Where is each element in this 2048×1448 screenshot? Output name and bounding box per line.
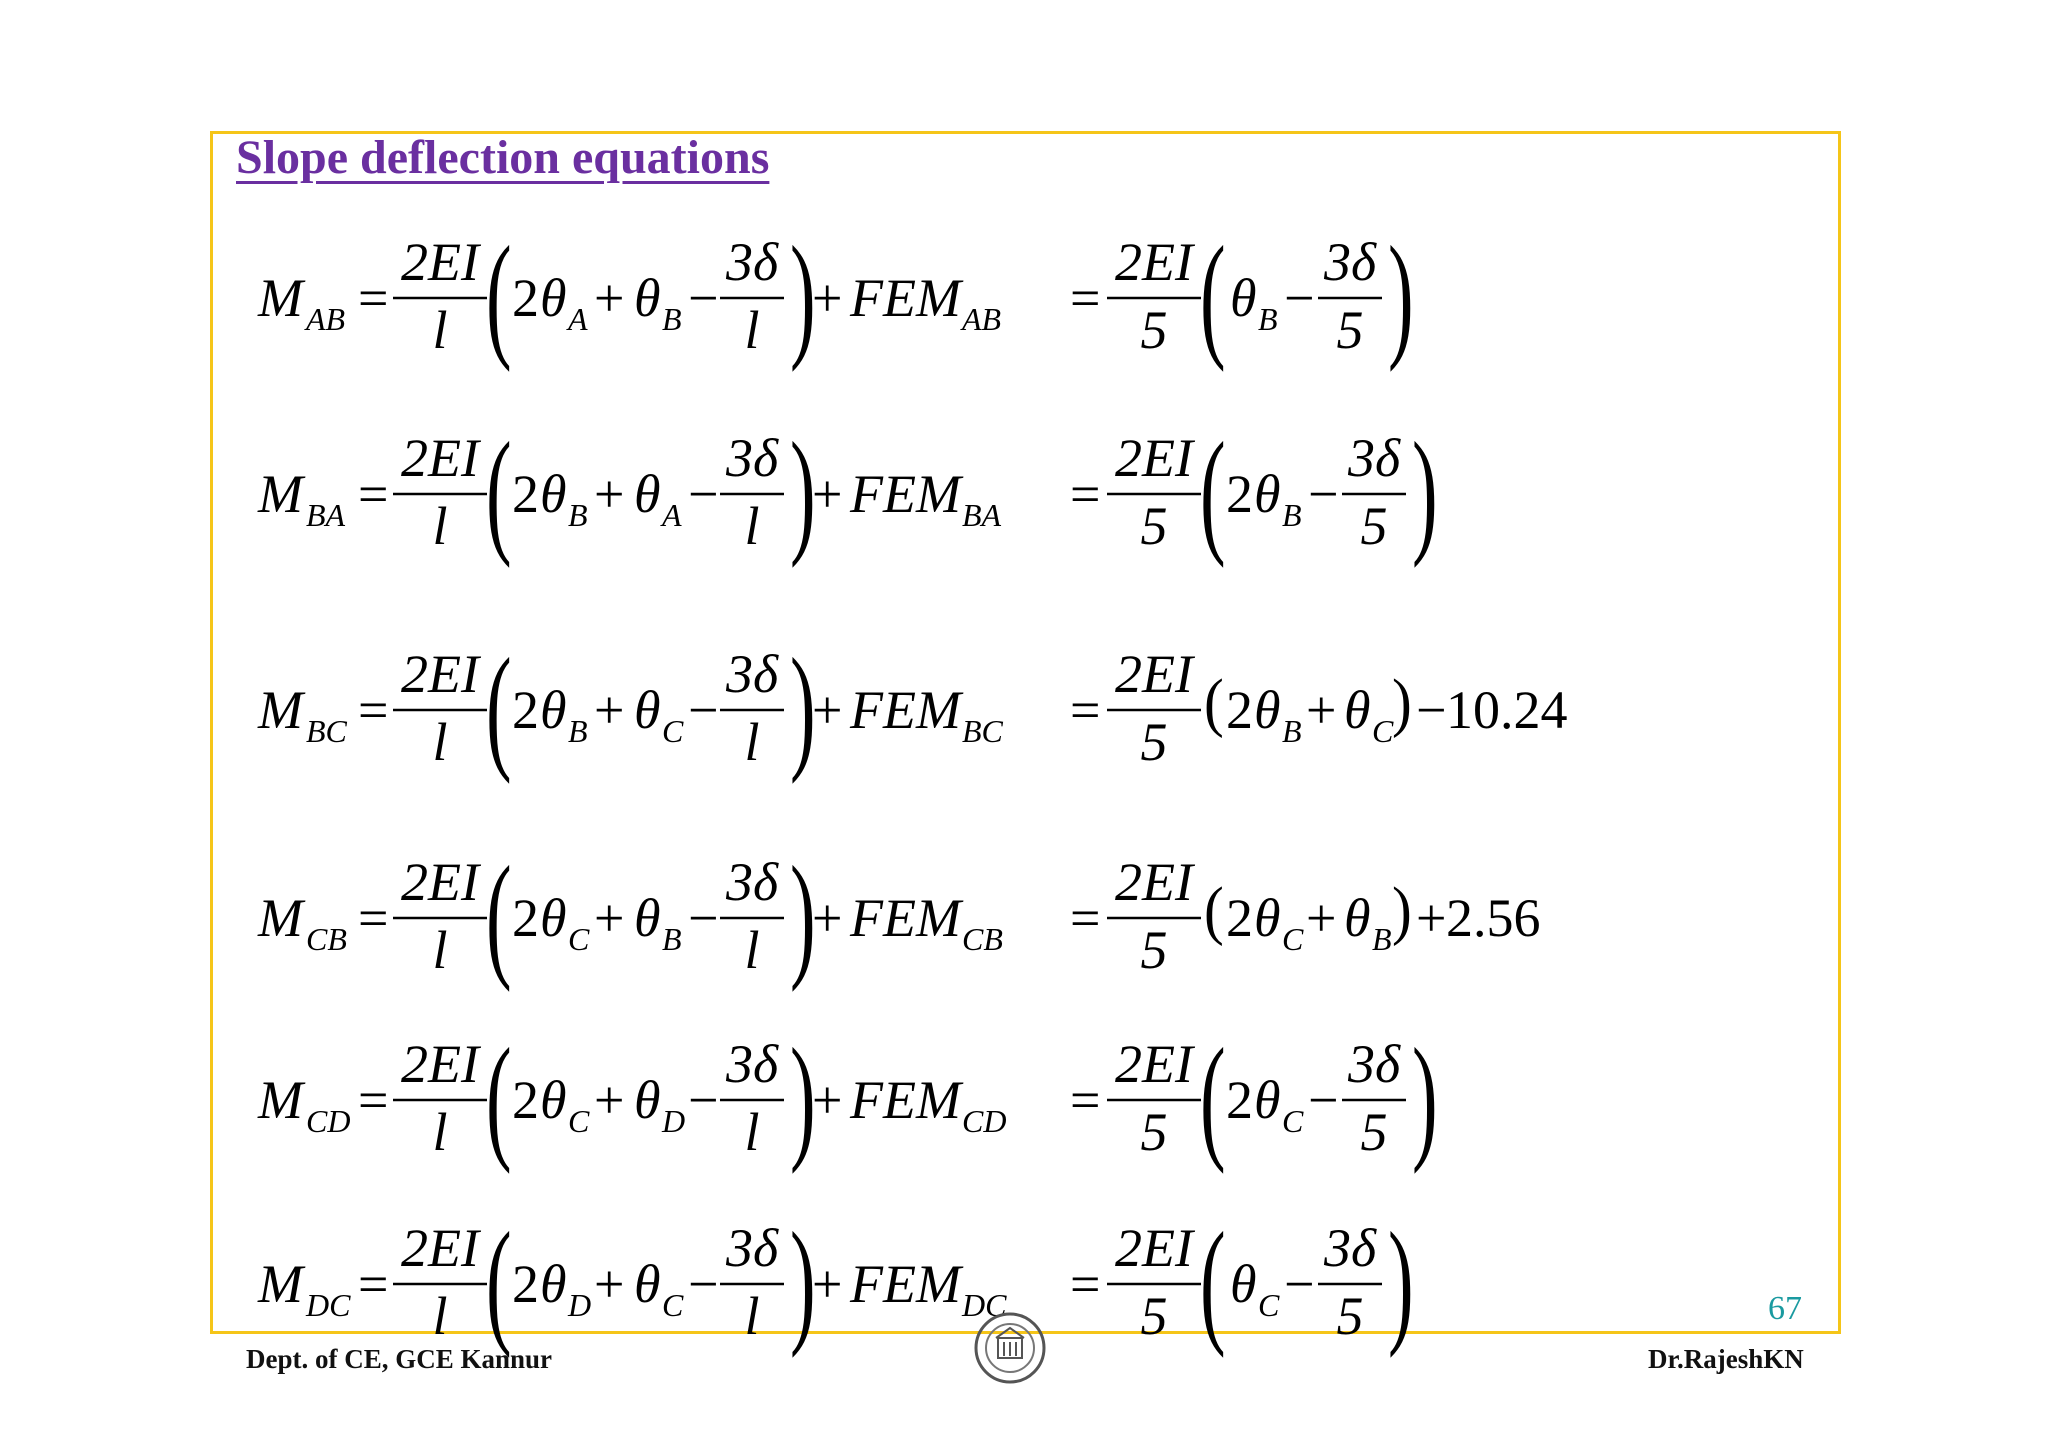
equals-sign: = [1070,1070,1101,1130]
equals-sign: = [358,1070,389,1130]
moment-subscript: AB [306,301,346,337]
coefficient: 2 [512,268,539,328]
plus-sign: + [594,1070,625,1130]
sign: − [1416,680,1447,740]
theta-symbol: θ [1254,680,1281,740]
fraction-numerator: 2EI [1115,1218,1193,1278]
minus-sign: − [688,268,719,328]
fraction-denominator: l [432,1102,448,1162]
fraction-denominator: 5 [1140,1286,1168,1346]
theta-symbol: θ [540,464,567,524]
fraction-numerator: 2EI [401,852,479,912]
fraction-denominator: 5 [1360,1102,1388,1162]
plus-sign: + [812,888,843,948]
fraction-denominator: 5 [1140,920,1168,980]
parenthesis: ( [1200,1204,1226,1359]
minus-sign: − [688,1254,719,1314]
fraction-numerator: 2EI [1115,428,1193,488]
fraction-numerator: 3δ [1347,1034,1401,1094]
parenthesis: ) [790,630,816,785]
equals-sign: = [358,888,389,948]
moment-symbol: M [258,1070,303,1130]
coefficient: 2 [1226,1070,1253,1130]
fem-symbol: FEM [850,1070,961,1130]
subscript: C [662,713,684,749]
fraction-denominator: l [432,712,448,772]
fraction-denominator: l [744,300,760,360]
fem-symbol: FEM [850,680,961,740]
fraction-denominator: l [744,496,760,556]
equals-sign: = [1070,888,1101,948]
parenthesis: ) [790,218,816,373]
theta-symbol: θ [1344,888,1371,948]
fem-subscript: BA [962,497,1002,533]
fem-subscript: DC [962,1287,1007,1323]
fraction-denominator: 5 [1336,300,1364,360]
plus-sign: + [594,464,625,524]
fraction-denominator: 5 [1140,1102,1168,1162]
equals-sign: = [1070,268,1101,328]
fraction-numerator: 2EI [401,1218,479,1278]
fem-symbol: FEM [850,888,961,948]
fem-subscript: CD [962,1103,1007,1139]
minus-sign: − [1308,1070,1339,1130]
plus-sign: + [812,680,843,740]
subscript: C [1372,713,1394,749]
fem-subscript: BC [962,713,1003,749]
theta-symbol: θ [1230,1254,1257,1314]
parenthesis: ( [485,1020,512,1175]
moment-symbol: M [258,464,303,524]
fraction-numerator: 2EI [1115,852,1193,912]
parenthesis: ( [1200,218,1226,373]
minus-sign: − [688,888,719,948]
plus-sign: + [812,1070,843,1130]
parenthesis: ( [1204,665,1224,739]
parenthesis: ( [1200,414,1226,569]
fem-symbol: FEM [850,268,961,328]
parenthesis: ) [790,1204,816,1359]
moment-subscript: DC [306,1287,351,1323]
sign: + [1416,888,1447,948]
theta-symbol: θ [540,268,567,328]
subscript: C [1282,1103,1304,1139]
theta-symbol: θ [1254,464,1281,524]
fraction-denominator: 5 [1336,1286,1364,1346]
subscript: C [1258,1287,1280,1323]
subscript: B [568,497,588,533]
parenthesis: ( [1200,1020,1226,1175]
coefficient: 2 [512,464,539,524]
fraction-numerator: 3δ [725,852,779,912]
moment-subscript: CD [306,1103,351,1139]
moment-symbol: M [258,680,303,740]
fraction-numerator: 3δ [1323,232,1377,292]
parenthesis: ) [790,1020,816,1175]
coefficient: 2 [1226,680,1253,740]
fraction-denominator: 5 [1360,496,1388,556]
parenthesis: ( [485,838,512,993]
plus-sign: + [594,268,625,328]
moment-symbol: M [258,1254,303,1314]
fraction-numerator: 3δ [1347,428,1401,488]
fraction-denominator: l [744,712,760,772]
fraction-denominator: l [432,1286,448,1346]
fem-symbol: FEM [850,1254,961,1314]
subscript: B [1282,713,1302,749]
subscript: C [662,1287,684,1323]
subscript: B [568,713,588,749]
subscript: C [1282,921,1304,957]
subscript: C [568,921,590,957]
plus-sign: + [812,268,843,328]
plus-sign: + [1306,888,1337,948]
parenthesis: ) [790,838,816,993]
equals-sign: = [358,1254,389,1314]
parenthesis: ( [485,1204,512,1359]
fraction-denominator: l [744,920,760,980]
fraction-denominator: l [744,1286,760,1346]
parenthesis: ) [1392,665,1412,739]
minus-sign: − [1284,268,1315,328]
plus-sign: + [812,464,843,524]
parenthesis: ) [1392,873,1412,947]
moment-subscript: BC [306,713,347,749]
theta-symbol: θ [634,1254,661,1314]
fraction-denominator: l [432,920,448,980]
subscript: B [1372,921,1392,957]
fem-symbol: FEM [850,464,961,524]
equals-sign: = [358,464,389,524]
coefficient: 2 [512,1254,539,1314]
fem-subscript: AB [962,301,1002,337]
subscript: D [662,1103,686,1139]
theta-symbol: θ [634,888,661,948]
theta-symbol: θ [1254,1070,1281,1130]
theta-symbol: θ [540,1254,567,1314]
theta-symbol: θ [1230,268,1257,328]
fraction-numerator: 2EI [1115,1034,1193,1094]
fraction-denominator: 5 [1140,712,1168,772]
fraction-numerator: 2EI [401,1034,479,1094]
equals-sign: = [358,680,389,740]
theta-symbol: θ [634,464,661,524]
theta-symbol: θ [634,268,661,328]
parenthesis: ( [485,414,512,569]
coefficient: 2 [512,680,539,740]
fraction-numerator: 3δ [725,232,779,292]
theta-symbol: θ [540,888,567,948]
fraction-denominator: l [432,300,448,360]
fraction-numerator: 3δ [725,1034,779,1094]
parenthesis: ( [485,218,512,373]
theta-symbol: θ [634,1070,661,1130]
theta-symbol: θ [540,680,567,740]
subscript: B [1258,301,1278,337]
fraction-denominator: 5 [1140,496,1168,556]
footer-author: Dr.RajeshKN [1648,1344,1804,1374]
fraction-numerator: 2EI [1115,644,1193,704]
moment-symbol: M [258,268,303,328]
fem-subscript: CB [962,921,1003,957]
equals-sign: = [1070,1254,1101,1314]
parenthesis: ) [790,414,816,569]
plus-sign: + [812,1254,843,1314]
theta-symbol: θ [540,1070,567,1130]
minus-sign: − [688,680,719,740]
page-number: 67 [1768,1290,1802,1327]
coefficient: 2 [1226,888,1253,948]
theta-symbol: θ [1344,680,1371,740]
theta-symbol: θ [634,680,661,740]
parenthesis: ) [1411,1020,1438,1175]
subscript: A [662,497,682,533]
fraction-numerator: 3δ [725,1218,779,1278]
minus-sign: − [1308,464,1339,524]
footer-department: Dept. of CE, GCE Kannur [246,1344,553,1374]
parenthesis: ) [1388,1204,1414,1359]
subscript: A [568,301,588,337]
fraction-numerator: 3δ [725,644,779,704]
moment-symbol: M [258,888,303,948]
equals-sign: = [358,268,389,328]
slide-title: Slope deflection equations [236,131,770,184]
fraction-numerator: 2EI [1115,232,1193,292]
subscript: B [662,921,682,957]
moment-subscript: CB [306,921,347,957]
minus-sign: − [688,1070,719,1130]
equals-sign: = [1070,680,1101,740]
parenthesis: ) [1388,218,1414,373]
minus-sign: − [1284,1254,1315,1314]
coefficient: 2 [1226,464,1253,524]
plus-sign: + [1306,680,1337,740]
parenthesis: ) [1411,414,1438,569]
fraction-numerator: 3δ [1323,1218,1377,1278]
theta-symbol: θ [1254,888,1281,948]
coefficient: 2 [512,1070,539,1130]
fraction-numerator: 2EI [401,644,479,704]
subscript: C [568,1103,590,1139]
plus-sign: + [594,1254,625,1314]
subscript: B [1282,497,1302,533]
moment-subscript: BA [306,497,346,533]
fraction-denominator: l [744,1102,760,1162]
constant-value: 10.24 [1446,680,1568,740]
subscript: D [568,1287,592,1323]
plus-sign: + [594,888,625,948]
fraction-denominator: 5 [1140,300,1168,360]
fraction-numerator: 3δ [725,428,779,488]
college-logo-seal [972,1310,1048,1386]
fraction-numerator: 2EI [401,428,479,488]
fraction-numerator: 2EI [401,232,479,292]
minus-sign: − [688,464,719,524]
equals-sign: = [1070,464,1101,524]
plus-sign: + [594,680,625,740]
parenthesis: ( [485,630,512,785]
subscript: B [662,301,682,337]
fraction-denominator: l [432,496,448,556]
parenthesis: ( [1204,873,1224,947]
coefficient: 2 [512,888,539,948]
constant-value: 2.56 [1446,888,1541,948]
